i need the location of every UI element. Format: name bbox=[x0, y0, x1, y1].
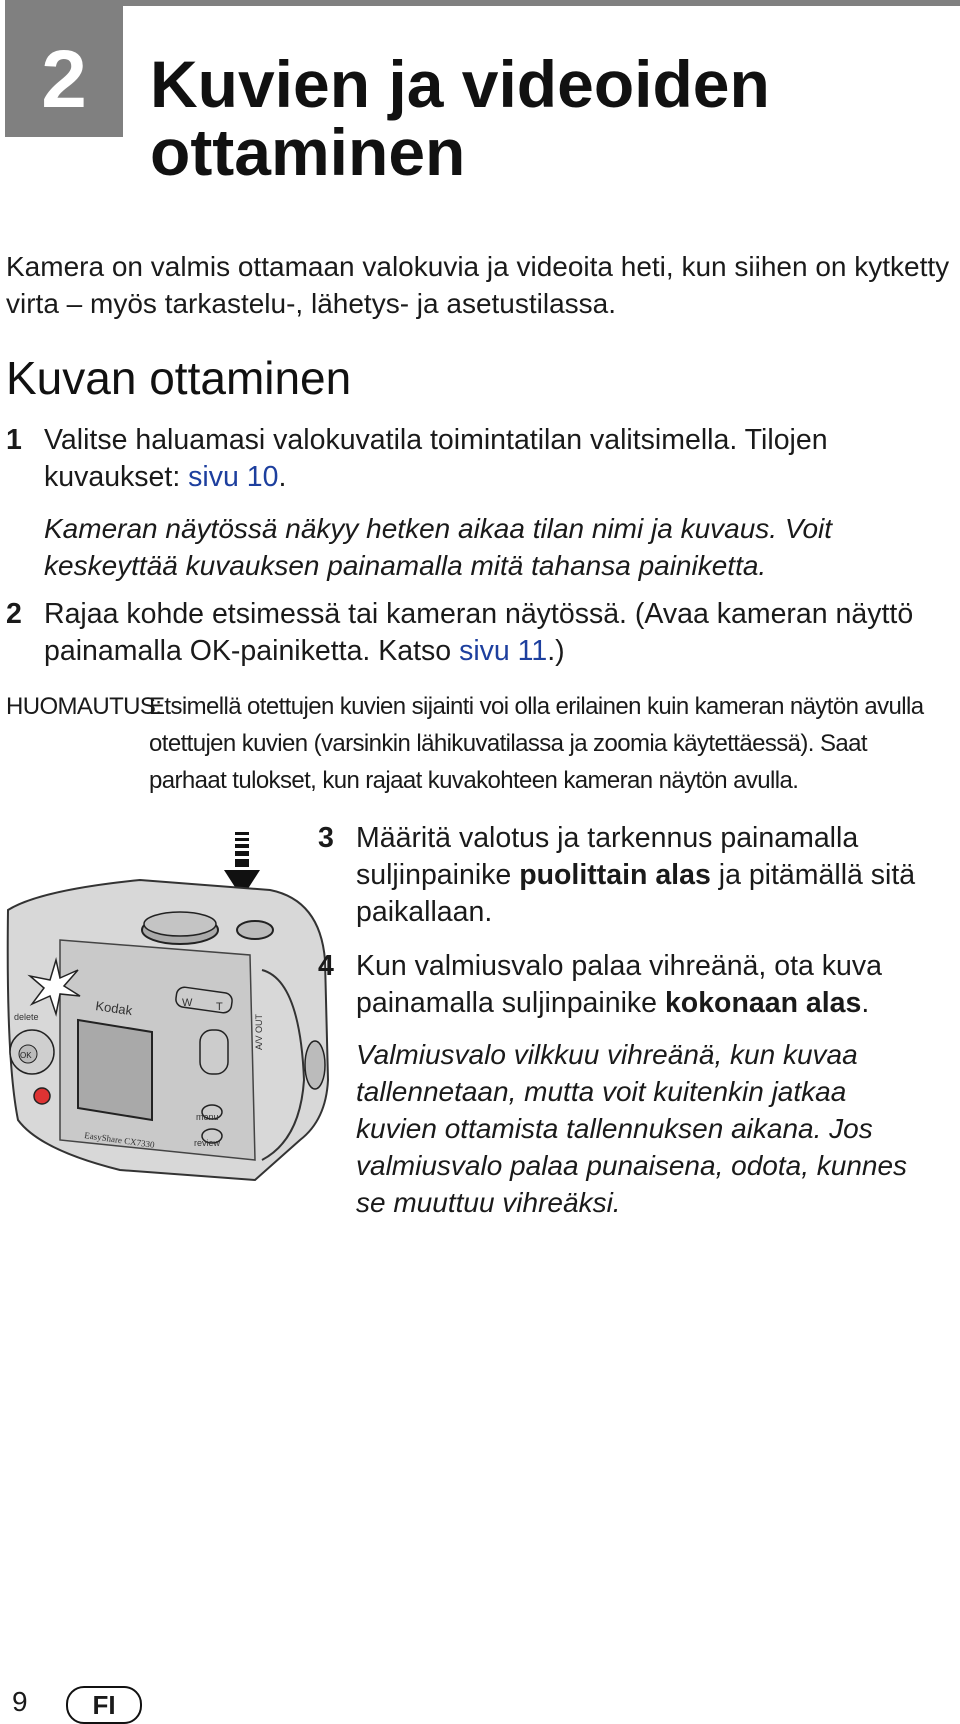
note-line1: Etsimellä otettujen kuvien sijainti voi olla erilainen kuin kameran näytön avulla bbox=[149, 693, 924, 720]
step-1-note: Kameran näytössä näkyy hetken aikaa tilan nimi ja kuvaus. Voit keskeyttää kuvauksen painamalla mitä tahansa painiketta. bbox=[44, 513, 833, 581]
step-text bbox=[318, 820, 918, 931]
step-text bbox=[6, 422, 956, 496]
chapter-title-line1: Kuvien ja videoiden bbox=[150, 47, 770, 121]
zoom-w-label: W bbox=[182, 997, 193, 1009]
step-1 bbox=[6, 422, 956, 496]
delete-label: delete bbox=[14, 1012, 39, 1022]
av-out-label: A/V OUT bbox=[254, 1013, 264, 1050]
step-number: 1 bbox=[6, 424, 22, 456]
chapter-number-box bbox=[5, 0, 123, 137]
page-number: 9 bbox=[12, 1686, 28, 1717]
step-2-text: Rajaa kohde etsimessä tai kameran näytössä. (Avaa kameran näyttö painamalla OK-painiketta. Katso bbox=[44, 598, 914, 667]
step-3-text-before: Määritä valotus ja tarkennus painamalla suljinpainike bbox=[356, 822, 859, 891]
menu-label: menu bbox=[196, 1112, 219, 1122]
page-link-10[interactable]: sivu 10 bbox=[188, 461, 279, 493]
ok-label: OK bbox=[20, 1051, 32, 1060]
camera-illustration bbox=[0, 820, 340, 1220]
step-number: 3 bbox=[318, 822, 334, 854]
review-label: review bbox=[194, 1138, 221, 1148]
top-rule bbox=[122, 0, 960, 6]
step-4-text-after: . bbox=[861, 987, 870, 1019]
chapter-title bbox=[150, 47, 770, 189]
step-text bbox=[6, 596, 956, 670]
section-heading: Kuvan ottaminen bbox=[6, 352, 352, 404]
camera-brand-label: Kodak bbox=[94, 998, 134, 1019]
step-4-bold: kokonaan alas bbox=[664, 987, 862, 1019]
note-rest: otettujen kuvien (varsinkin lähikuvatilassa ja zoomia käytettäessä). Saat parhaat tulokset, kun rajaat kuvakohteen kameran näytön avulla. bbox=[149, 730, 867, 794]
step-2 bbox=[6, 596, 956, 670]
intro-paragraph: Kamera on valmis ottamaan valokuvia ja videoita heti, kun siihen on kytketty virta – myös tarkastelu-, lähetys- ja asetustilassa. bbox=[6, 251, 950, 319]
step-number: 4 bbox=[318, 950, 334, 982]
step-3-bold: puolittain alas bbox=[519, 859, 711, 891]
step-4 bbox=[318, 948, 918, 1022]
note-label: HUOMAUTUS: bbox=[6, 693, 162, 720]
step-4-text-before: Kun valmiusvalo palaa vihreänä, ota kuva painamalla suljinpainike bbox=[356, 950, 882, 1019]
step-1-tail: . bbox=[278, 461, 287, 493]
camera-model-label: EasyShare CX7330 bbox=[83, 1130, 156, 1150]
step-number: 2 bbox=[6, 598, 22, 630]
chapter-title-line2: ottaminen bbox=[150, 115, 466, 189]
step-text bbox=[318, 948, 918, 1022]
page-link-11[interactable]: sivu 11 bbox=[459, 635, 548, 667]
step-3-text-after: ja pitämällä sitä paikallaan. bbox=[356, 859, 916, 928]
step-4-note: Valmiusvalo vilkkuu vihreänä, kun kuvaa tallennetaan, mutta voit kuitenkin jatkaa kuvien ottamista tallennuksen aikana. Jos valmiusvalo palaa punaisena, odota, kunnes se muuttuu vihreäksi. bbox=[356, 1039, 908, 1218]
chapter-number: 2 bbox=[41, 34, 87, 125]
language-badge: FI bbox=[66, 1686, 142, 1724]
step-2-tail: .) bbox=[547, 635, 565, 667]
zoom-t-label: T bbox=[216, 1001, 223, 1013]
step-1-text: Valitse haluamasi valokuvatila toimintatilan valitsimella. Tilojen kuvaukset: bbox=[44, 424, 828, 493]
step-3 bbox=[318, 820, 918, 931]
